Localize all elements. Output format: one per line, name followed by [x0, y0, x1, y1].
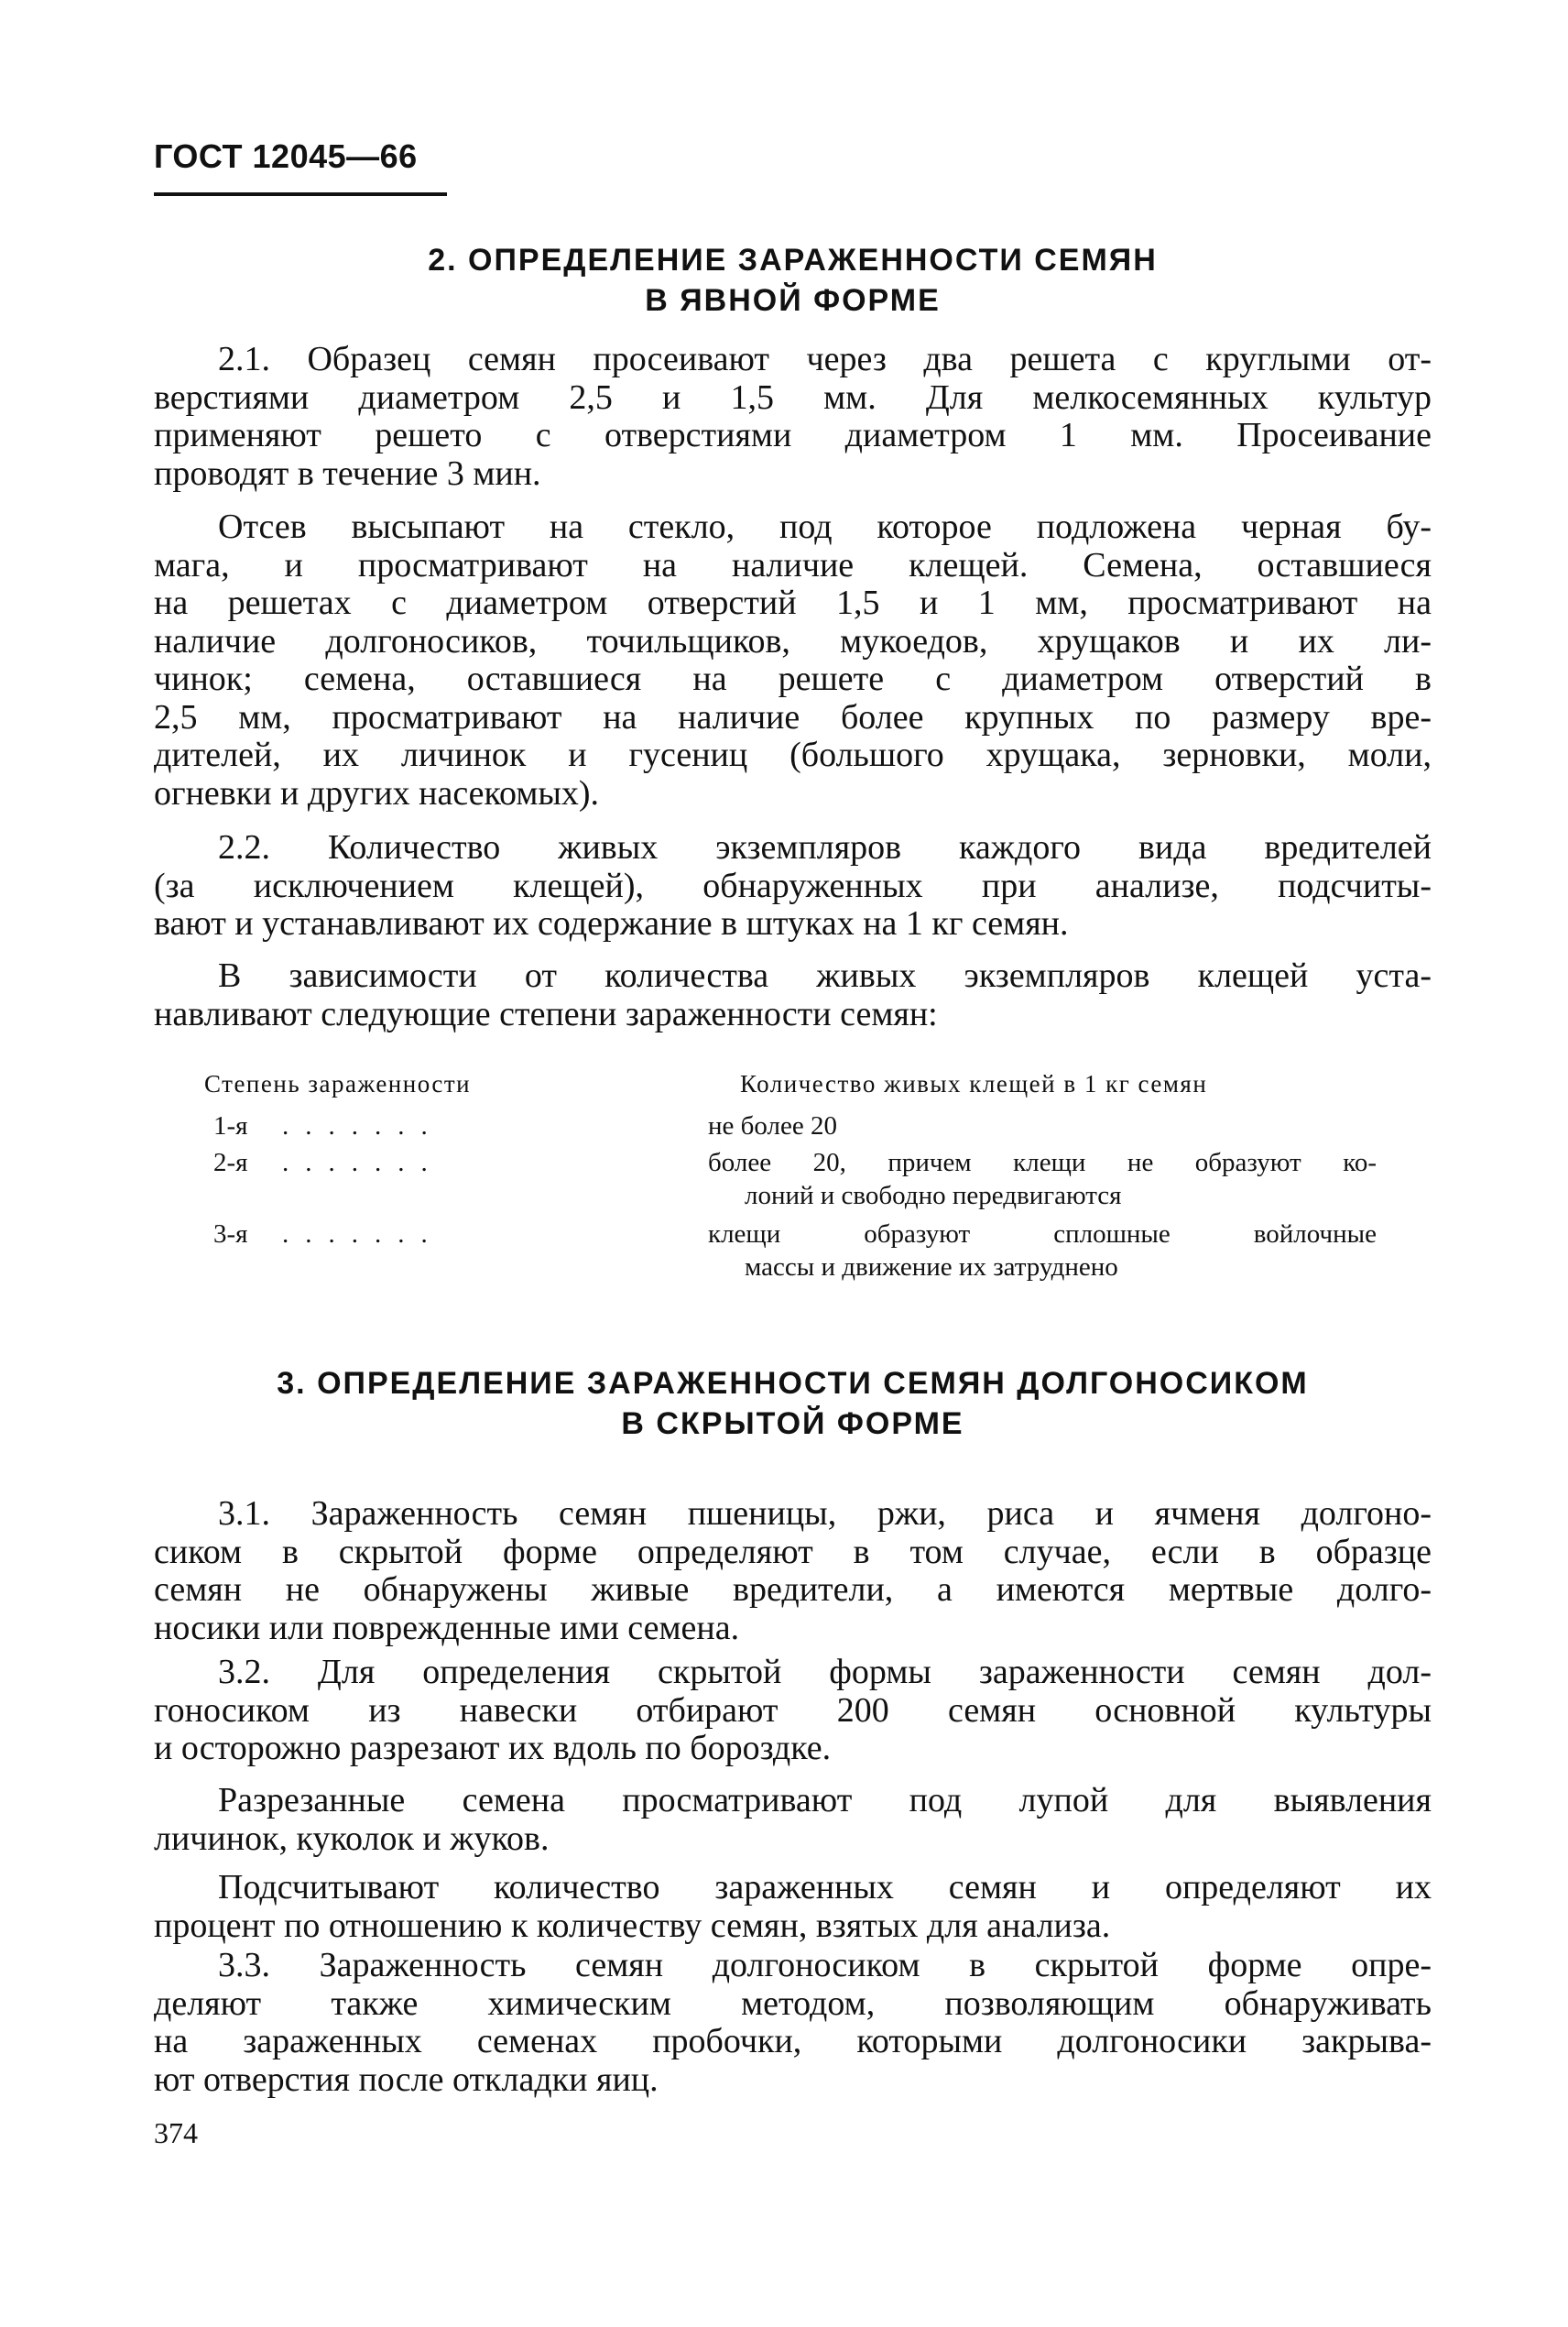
text-line: семян не обнаружены живые вредители, а имеются мертвые долго- — [154, 1570, 1432, 1609]
table-cell-count — [708, 1109, 1377, 1142]
table-header-count: Количество живых клещей в 1 кг семян — [740, 1070, 1208, 1098]
table-row — [154, 1109, 1432, 1146]
infestation-degree-table — [154, 1067, 1432, 1289]
section-2-title — [154, 240, 1432, 321]
section-title-line: 2. ОПРЕДЕЛЕНИЕ ЗАРАЖЕННОСТИ СЕМЯН — [428, 243, 1158, 278]
table-cell-count — [708, 1146, 1377, 1212]
paragraph-3-2 — [154, 1654, 1432, 1768]
section-title-line: 3. ОПРЕДЕЛЕНИЕ ЗАРАЖЕННОСТИ СЕМЯН ДОЛГОНОСИКОМ — [277, 1366, 1309, 1401]
paragraph-degrees-intro — [154, 957, 1432, 1033]
text-line: сиком в скрытой форме определяют в том случае, если в образце — [154, 1532, 1432, 1571]
section-title-line: В ЯВНОЙ ФОРМЕ — [645, 283, 941, 318]
text-line: 2.1. Образец семян просеивают через два решета с круглыми от- — [218, 340, 1432, 378]
text-line: процент по отношению к количеству семян, взятых для анализа. — [154, 1906, 1111, 1945]
text-line: 2.2. Количество живых экземпляров каждого вида вредителей — [218, 828, 1432, 867]
section-title-line: В СКРЫТОЙ ФОРМЕ — [621, 1406, 964, 1441]
text-line: деляют также химическим методом, позволяющим обнаруживать — [154, 1983, 1432, 2023]
text-line: 3.1. Зараженность семян пшеницы, ржи, риса и ячменя долгоно- — [218, 1494, 1432, 1533]
paragraph-cut-seeds — [154, 1782, 1432, 1858]
text-line: 3.3. Зараженность семян долгоносиком в скрытой форме опре- — [218, 1946, 1432, 1984]
paragraph-count — [154, 1869, 1432, 1945]
text-line: ют отверстия после откладки яиц. — [154, 2059, 659, 2099]
table-cell-degree: 1-я — [213, 1111, 248, 1141]
text-line: проводят в течение 3 мин. — [154, 453, 541, 493]
text-line: личинок, куколок и жуков. — [154, 1819, 550, 1858]
text-line: не более 20 — [708, 1111, 837, 1141]
text-line: на зараженных семенах пробочки, которыми долгоносики закрыва- — [154, 2022, 1432, 2060]
table-header-row — [154, 1067, 1432, 1104]
text-line: и осторожно разрезают их вдоль по бороздке. — [154, 1729, 832, 1767]
text-line: Отсев высыпают на стекло, под которое подложена черная бу- — [218, 508, 1432, 546]
section-3-title — [154, 1363, 1432, 1444]
table-row — [154, 1218, 1432, 1289]
standard-header: ГОСТ 12045—66 — [154, 137, 418, 175]
header-rule — [154, 192, 447, 196]
table-cell-degree: 2-я — [213, 1148, 248, 1177]
paragraph-3-1 — [154, 1495, 1432, 1647]
text-line: лоний и свободно передвигаются — [745, 1181, 1122, 1210]
paragraph-2-2 — [154, 829, 1432, 944]
text-line: В зависимости от количества живых экземпляров клещей уста- — [218, 956, 1432, 995]
table-header-degree: Степень зараженности — [204, 1070, 472, 1098]
page-number: 374 — [154, 2116, 198, 2149]
text-line: 2,5 мм, просматривают на наличие более крупных по размеру вре- — [154, 697, 1432, 737]
paragraph-sifting — [154, 508, 1432, 813]
table-row — [154, 1146, 1432, 1218]
text-line: вают и устанавливают их содержание в штуках на 1 кг семян. — [154, 904, 1069, 943]
text-line: массы и движение их затруднено — [745, 1252, 1118, 1282]
text-line: верстиями диаметром 2,5 и 1,5 мм. Для мелкосемянных культур — [154, 377, 1432, 417]
text-line: носики или поврежденные ими семена. — [154, 1608, 740, 1647]
text-line: гоносиком из навески отбирают 200 семян основной культуры — [154, 1690, 1432, 1730]
paragraph-3-3 — [154, 1947, 1432, 2099]
table-cell-leader-dots: ....... — [282, 1111, 444, 1141]
text-line: дителей, их личинок и гусениц (большого хрущака, зерновки, моли, — [154, 736, 1432, 774]
text-line: огневки и других насекомых). — [154, 773, 600, 813]
text-line: клещи образуют сплошные войлочные — [708, 1219, 1377, 1249]
table-cell-leader-dots: ....... — [282, 1219, 444, 1249]
text-line: (за исключением клещей), обнаруженных при анализе, подсчиты- — [154, 866, 1432, 905]
table-cell-count — [708, 1218, 1377, 1284]
text-line: Разрезанные семена просматривают под лупой для выявления — [218, 1781, 1432, 1819]
text-line: более 20, причем клещи не образуют ко- — [708, 1148, 1377, 1177]
text-line: чинок; семена, оставшиеся на решете с диаметром отверстий в — [154, 660, 1432, 698]
table-cell-degree: 3-я — [213, 1219, 248, 1249]
text-line: на решетах с диаметром отверстий 1,5 и 1 мм, просматривают на — [154, 584, 1432, 622]
text-line: Подсчитывают количество зараженных семян и определяют их — [218, 1868, 1432, 1906]
text-line: навливают следующие степени зараженности семян: — [154, 994, 938, 1033]
text-line: применяют решето с отверстиями диаметром 1 мм. Просеивание — [154, 416, 1432, 454]
text-line: наличие долгоносиков, точильщиков, мукоедов, хрущаков и их ли- — [154, 621, 1432, 661]
table-cell-leader-dots: ....... — [282, 1148, 444, 1177]
text-line: мага, и просматривают на наличие клещей. Семена, оставшиеся — [154, 545, 1432, 584]
text-line: 3.2. Для определения скрытой формы зараженности семян дол- — [218, 1653, 1432, 1691]
paragraph-2-1 — [154, 341, 1432, 493]
